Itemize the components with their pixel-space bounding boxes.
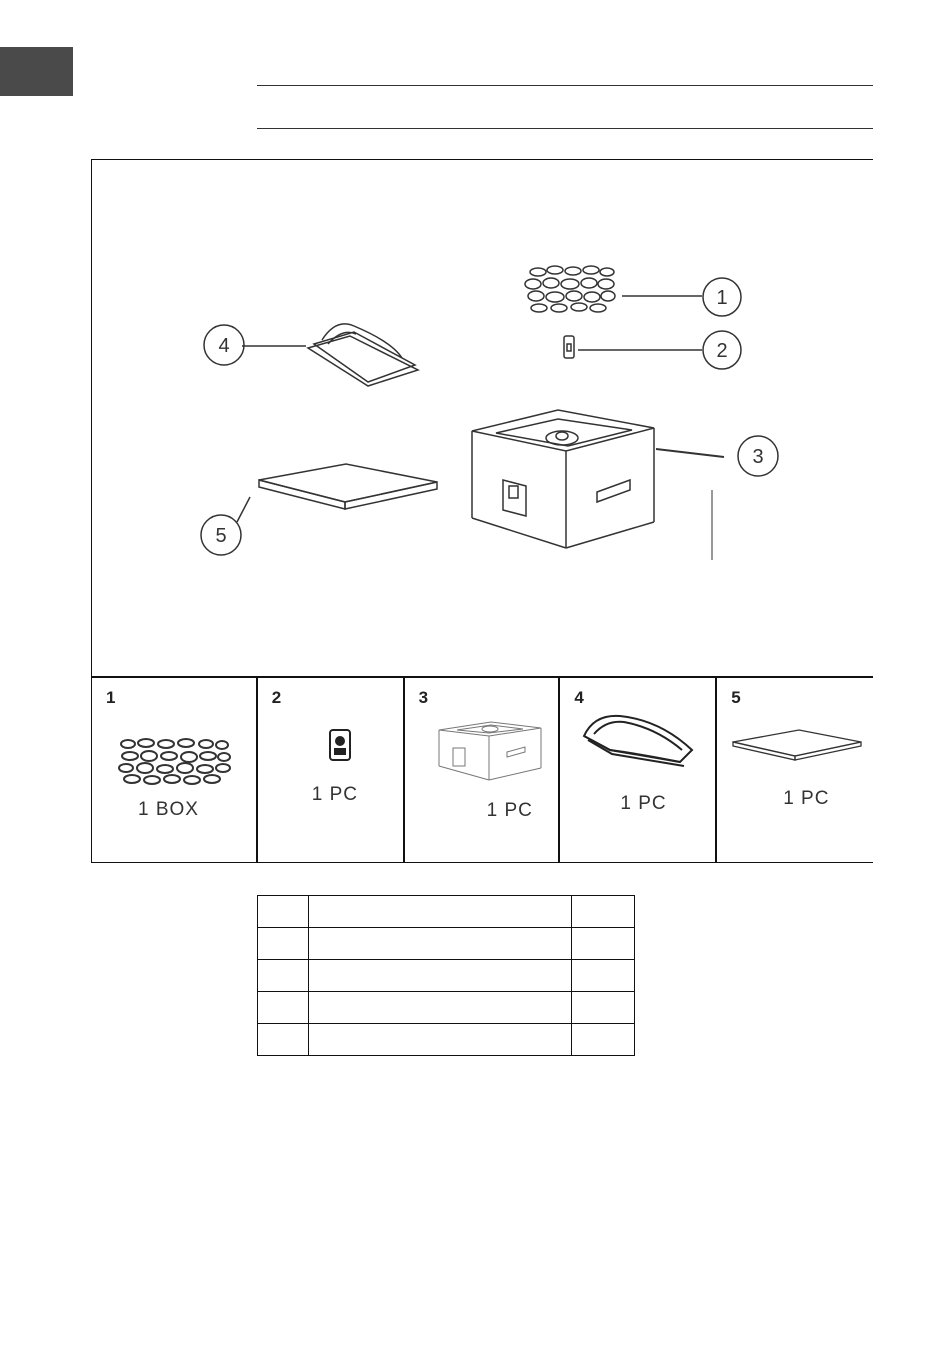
header-rule-top — [257, 85, 873, 86]
part-cell-4 — [560, 678, 717, 862]
lava-stones-icon — [525, 266, 615, 312]
table-row — [258, 992, 635, 1024]
table-cell — [309, 960, 572, 992]
cover-bag-icon — [580, 710, 700, 770]
table-cell — [309, 896, 572, 928]
fire-pit-body-icon — [472, 410, 712, 560]
part-cell-1 — [92, 678, 258, 862]
callout-label-1: 1 — [716, 287, 728, 309]
overview-illustration — [91, 159, 873, 677]
callout-label-4: 4 — [218, 335, 230, 357]
table-cell — [572, 928, 635, 960]
table-cell — [258, 1024, 309, 1056]
part-quantity: 1 PC — [486, 800, 533, 821]
callout-label-5: 5 — [215, 525, 227, 547]
parts-list-row — [91, 677, 873, 863]
table-cell — [258, 928, 309, 960]
cover-bag-icon — [308, 324, 418, 386]
part-number: 2 — [271, 688, 282, 707]
language-tab — [0, 47, 73, 96]
table-row — [258, 960, 635, 992]
callout-label-3: 3 — [752, 446, 764, 468]
header-rule-bottom — [257, 128, 873, 129]
part-number: 1 — [106, 688, 116, 707]
table-cell — [309, 928, 572, 960]
part-quantity: 1 PC — [620, 793, 667, 814]
lid-plate-icon — [259, 464, 437, 509]
table-cell — [572, 896, 635, 928]
lava-stones-icon — [116, 736, 236, 786]
table-row — [258, 1024, 635, 1056]
part-number: 3 — [418, 688, 429, 707]
part-quantity: 1 BOX — [138, 799, 199, 820]
part-cell-2 — [258, 678, 405, 862]
table-cell — [309, 992, 572, 1024]
part-number: 5 — [731, 688, 741, 707]
table-cell — [258, 896, 309, 928]
igniter-icon — [328, 728, 352, 762]
table-cell — [572, 992, 635, 1024]
part-cell-3 — [405, 678, 561, 862]
part-number: 4 — [574, 688, 584, 707]
fire-pit-body-icon — [435, 718, 545, 784]
table-row — [258, 896, 635, 928]
table-cell — [309, 1024, 572, 1056]
table-cell — [258, 960, 309, 992]
overview-drawing — [92, 160, 874, 678]
igniter-icon — [564, 336, 574, 358]
lid-plate-icon — [729, 726, 865, 764]
table-row — [258, 928, 635, 960]
table-cell — [572, 1024, 635, 1056]
table-cell — [572, 960, 635, 992]
part-quantity: 1 PC — [783, 788, 830, 809]
part-cell-5 — [717, 678, 873, 862]
part-quantity: 1 PC — [311, 784, 359, 805]
table-cell — [258, 992, 309, 1024]
parts-table — [257, 895, 635, 1056]
callout-label-2: 2 — [716, 340, 728, 362]
